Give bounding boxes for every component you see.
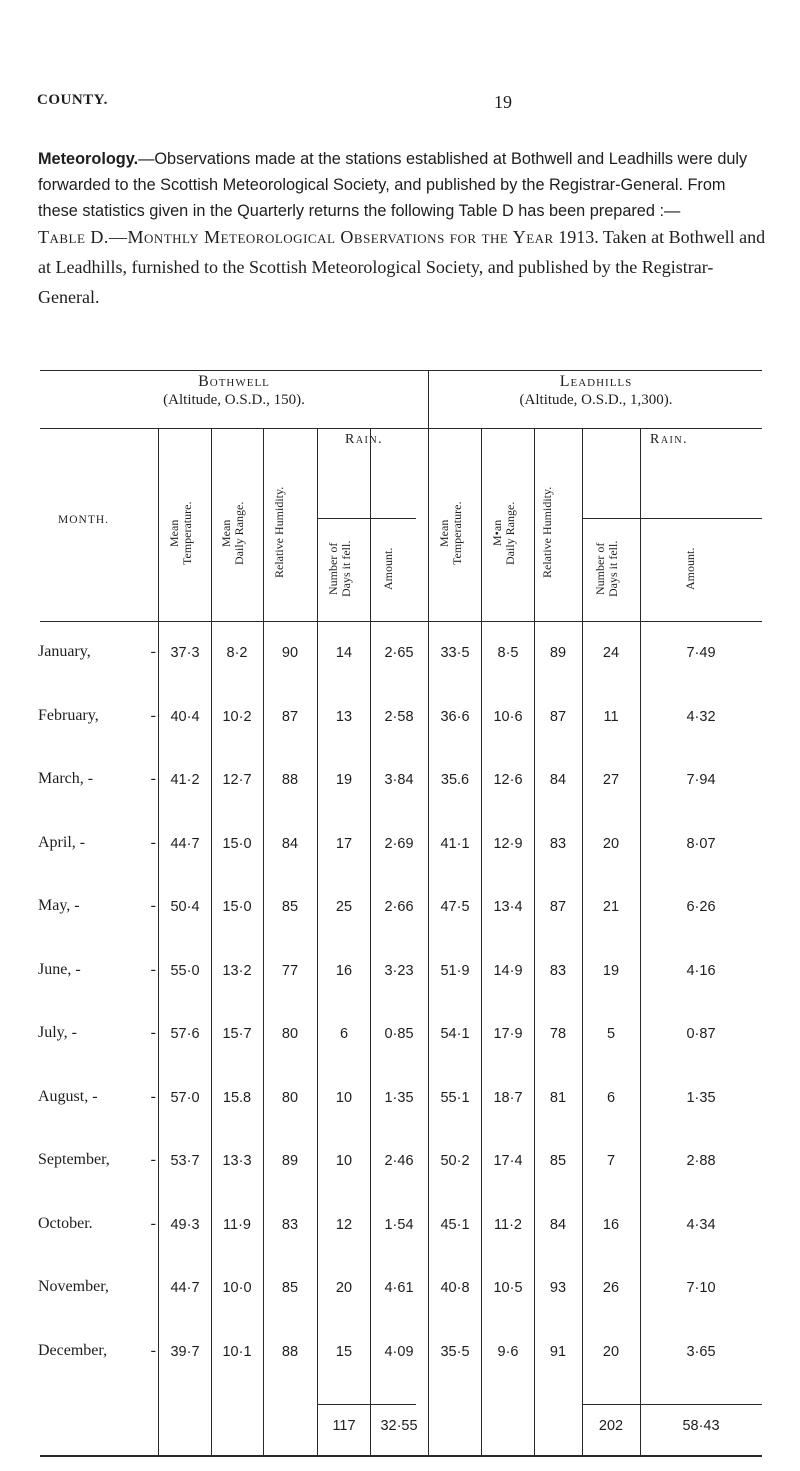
table-cell: 11 — [603, 709, 619, 725]
table-cell: 53·7 — [170, 1153, 200, 1169]
table-cell: 15·0 — [222, 836, 252, 852]
month-name: August, - — [38, 1088, 98, 1105]
column-rule-4 — [370, 428, 371, 1455]
table-cell: 84 — [549, 1217, 567, 1233]
leader-dash: - — [150, 897, 156, 914]
month-name: July, - — [38, 1024, 77, 1041]
column-header-7: Relative Humidity. — [540, 486, 554, 578]
table-cell: 35·5 — [440, 1344, 470, 1360]
table-cell: 10·1 — [222, 1344, 252, 1360]
table-cell: 54·1 — [440, 1026, 470, 1042]
table-cell: 84 — [549, 772, 567, 788]
month-label — [38, 770, 156, 788]
column-rule-7 — [534, 428, 535, 1455]
table-cell: 11·2 — [494, 1217, 522, 1233]
table-cell: 90 — [281, 645, 299, 661]
table-cell: 7 — [606, 1153, 616, 1169]
month-name: December, — [38, 1342, 108, 1359]
bothwell-rain-subrule — [317, 518, 416, 519]
table-cell: 33·5 — [440, 645, 470, 661]
table-cell: 10 — [335, 1090, 353, 1106]
table-cell: 13·2 — [222, 963, 252, 979]
column-rule-8 — [582, 428, 583, 1455]
table-cell: 91 — [549, 1344, 567, 1360]
table-cell: 89 — [281, 1153, 299, 1169]
table-cell: 10·2 — [222, 709, 252, 725]
column-rule-1 — [211, 428, 212, 1455]
table-cell: 88 — [281, 1344, 299, 1360]
table-cell: 17 — [335, 836, 353, 852]
leader-dash: - — [150, 834, 156, 851]
section-heading: Meteorology. — [38, 150, 139, 168]
table-cell: 2·65 — [384, 645, 414, 661]
station-name-bothwell: Bothwell — [198, 373, 270, 390]
leader-dash: - — [150, 1088, 156, 1105]
rain-header-leadhills: Rain. — [650, 432, 689, 447]
table-title: —Monthly Meteorological Observations for the Year — [108, 227, 554, 247]
table-caption-rest: 1913. Taken at Bothwell and at Leadhills, furnished to the Scottish Meteorological Society, and published by the Registrar-General. — [38, 227, 766, 307]
table-cell: 87 — [549, 709, 567, 725]
leader-dash: - — [150, 643, 156, 660]
table-bottom-rule — [40, 1455, 762, 1457]
table-cell: 13·4 — [493, 899, 523, 915]
table-cell: 10·0 — [222, 1280, 252, 1296]
table-cell: 25 — [335, 899, 353, 915]
table-cell: 84 — [281, 836, 299, 852]
table-cell: 80 — [281, 1090, 299, 1106]
table-cell: 89 — [549, 645, 567, 661]
month-name: January, — [38, 643, 91, 660]
table-cell: 83 — [281, 1217, 299, 1233]
intro-text: —Observations made at the stations established at Bothwell and Leadhills were duly forwarded to the Scottish Meteorological Society, and published by the Registrar-General. From these statistics given in the Quarterly returns the following Table D has been prepared :— — [38, 150, 748, 220]
table-cell: 21 — [602, 899, 620, 915]
month-label — [38, 707, 156, 725]
table-cell: 26 — [602, 1280, 620, 1296]
table-cell: 2·66 — [384, 899, 414, 915]
table-cell: 10·6 — [493, 709, 523, 725]
table-cell: 39·7 — [170, 1344, 200, 1360]
month-column-header: MONTH. — [58, 514, 110, 526]
table-cell: 6 — [606, 1090, 616, 1106]
table-cell: 7·10 — [686, 1280, 716, 1296]
leader-dash: - — [150, 1024, 156, 1041]
table-cell: 50·4 — [170, 899, 200, 915]
table-cell: 83 — [549, 836, 567, 852]
leader-dash: - — [150, 961, 156, 978]
table-cell: 10 — [335, 1153, 353, 1169]
month-label — [38, 1151, 156, 1169]
month-name: April, - — [38, 834, 86, 851]
table-cell: 13 — [335, 709, 353, 725]
station-header-bothwell — [40, 372, 428, 410]
column-rule-5 — [428, 428, 429, 1455]
column-rule-2 — [263, 428, 264, 1455]
intro-paragraph — [38, 146, 762, 224]
leader-dash: - — [150, 770, 156, 787]
table-cell: 19 — [602, 963, 620, 979]
table-cell: 12·9 — [493, 836, 523, 852]
table-cell: 4·34 — [686, 1217, 716, 1233]
month-name: June, - — [38, 961, 81, 978]
table-cell: 9·6 — [497, 1344, 519, 1360]
table-cell: 50·2 — [440, 1153, 470, 1169]
leader-dash: - — [150, 1215, 156, 1232]
table-cell: 37·3 — [170, 645, 200, 661]
table-cell: 14 — [335, 645, 353, 661]
table-cell: 47·5 — [440, 899, 470, 915]
month-label — [38, 961, 156, 979]
station-divider-rule — [428, 370, 429, 428]
month-label — [38, 834, 156, 852]
table-cell: 2·88 — [686, 1153, 716, 1169]
month-name: February, — [38, 707, 99, 724]
table-cell: 4·16 — [686, 963, 716, 979]
bothwell-total-rule — [317, 1404, 416, 1405]
table-cell: 87 — [281, 709, 299, 725]
table-cell: 24 — [602, 645, 620, 661]
leadhills-total-rule — [582, 1404, 762, 1405]
month-label — [38, 1215, 156, 1233]
table-label: Table D. — [38, 227, 109, 247]
table-cell: 17·4 — [493, 1153, 523, 1169]
table-cell: 27 — [602, 772, 620, 788]
station-altitude-bothwell: (Altitude, O.S.D., 150). — [163, 392, 305, 408]
column-header-1: Mean Daily Range. — [219, 501, 246, 565]
table-cell: 77 — [281, 963, 299, 979]
station-name-leadhills: Leadhills — [559, 373, 633, 390]
table-cell: 11·9 — [223, 1217, 251, 1233]
station-header-leadhills — [430, 372, 762, 410]
table-cell: 7·49 — [686, 645, 716, 661]
table-top-rule — [40, 370, 762, 371]
leader-dash: - — [150, 707, 156, 724]
table-cell: 93 — [549, 1280, 567, 1296]
table-cell: 83 — [549, 963, 567, 979]
total-days-bothwell: 117 — [332, 1418, 356, 1434]
table-cell: 1·35 — [384, 1090, 414, 1106]
table-cell: 3·65 — [686, 1344, 716, 1360]
month-name: October. — [38, 1215, 93, 1232]
column-header-6: M•an Daily Range. — [490, 501, 517, 565]
station-header-rule — [40, 428, 762, 429]
leadhills-rain-subrule — [582, 518, 762, 519]
table-cell: 8·5 — [497, 645, 519, 661]
column-header-2: Relative Humidity. — [272, 486, 286, 578]
table-cell: 1·54 — [384, 1217, 414, 1233]
table-cell: 17·9 — [493, 1026, 523, 1042]
column-rule-3 — [317, 428, 318, 1455]
page-number: 19 — [494, 92, 512, 112]
table-cell: 15·7 — [222, 1026, 252, 1042]
station-altitude-leadhills: (Altitude, O.S.D., 1,300). — [519, 392, 673, 408]
running-header: COUNTY. — [37, 92, 108, 108]
month-name: September, — [38, 1151, 110, 1168]
table-cell: 40·8 — [440, 1280, 470, 1296]
table-cell: 19 — [335, 772, 353, 788]
leader-dash: - — [150, 1151, 156, 1168]
month-label — [38, 643, 156, 661]
table-cell: 40·4 — [170, 709, 200, 725]
table-cell: 78 — [549, 1026, 567, 1042]
table-cell: 85 — [549, 1153, 567, 1169]
table-cell: 6 — [339, 1026, 349, 1042]
table-cell: 41·2 — [170, 772, 200, 788]
table-cell: 85 — [281, 899, 299, 915]
month-label — [38, 897, 156, 915]
table-cell: 12·7 — [222, 772, 252, 788]
table-cell: 35.6 — [440, 772, 470, 788]
column-header-rule — [40, 621, 762, 622]
table-cell: 2·46 — [384, 1153, 414, 1169]
month-label — [38, 1278, 156, 1296]
table-cell: 2·58 — [384, 709, 414, 725]
column-header-4: Amount. — [381, 547, 395, 591]
column-header-5: Mean Temperature. — [437, 501, 464, 565]
table-cell: 0·85 — [384, 1026, 414, 1042]
table-cell: 49·3 — [170, 1217, 200, 1233]
table-cell: 16 — [335, 963, 353, 979]
table-cell: 51·9 — [440, 963, 470, 979]
table-cell: 55·0 — [170, 963, 200, 979]
table-cell: 1·35 — [686, 1090, 716, 1106]
column-header-9: Amount. — [683, 547, 697, 591]
table-cell: 14·9 — [493, 963, 523, 979]
table-cell: 10·5 — [493, 1280, 523, 1296]
column-header-0: Mean Temperature. — [167, 501, 194, 565]
table-cell: 7·94 — [686, 772, 716, 788]
month-label — [38, 1088, 156, 1106]
table-cell: 16 — [602, 1217, 620, 1233]
table-cell: 3·23 — [384, 963, 414, 979]
column-header-3: Number of Days it fell. — [326, 540, 353, 598]
table-cell: 8·2 — [226, 645, 248, 661]
table-cell: 85 — [281, 1280, 299, 1296]
month-name: March, - — [38, 770, 94, 787]
column-rule-9 — [640, 428, 641, 1455]
column-header-8: Number of Days it fell. — [593, 540, 620, 598]
total-amount-bothwell: 32·55 — [380, 1418, 418, 1434]
table-cell: 36·6 — [440, 709, 470, 725]
table-cell: 5 — [606, 1026, 616, 1042]
table-caption — [38, 222, 768, 312]
table-cell: 6·26 — [686, 899, 716, 915]
table-cell: 20 — [602, 1344, 620, 1360]
table-cell: 15 — [335, 1344, 353, 1360]
table-cell: 2·69 — [384, 836, 414, 852]
table-cell: 44·7 — [170, 1280, 200, 1296]
table-cell: 88 — [281, 772, 299, 788]
table-cell: 20 — [335, 1280, 353, 1296]
month-name: November, — [38, 1278, 109, 1295]
table-cell: 15·0 — [222, 899, 252, 915]
table-cell: 87 — [549, 899, 567, 915]
month-label — [38, 1342, 156, 1360]
table-cell: 81 — [549, 1090, 567, 1106]
table-cell: 3·84 — [384, 772, 414, 788]
table-cell: 44·7 — [170, 836, 200, 852]
rain-header-bothwell: Rain. — [345, 432, 384, 447]
table-cell: 12 — [335, 1217, 353, 1233]
table-cell: 15.8 — [222, 1090, 252, 1106]
table-cell: 12·6 — [493, 772, 523, 788]
column-rule-0 — [158, 428, 159, 1455]
table-cell: 0·87 — [686, 1026, 716, 1042]
table-cell: 41·1 — [440, 836, 470, 852]
table-cell: 18·7 — [493, 1090, 523, 1106]
total-amount-leadhills: 58·43 — [682, 1418, 720, 1434]
table-cell: 57·6 — [170, 1026, 200, 1042]
table-cell: 4·61 — [384, 1280, 414, 1296]
table-cell: 45·1 — [440, 1217, 470, 1233]
leader-dash: - — [150, 1342, 156, 1359]
table-cell: 8·07 — [686, 836, 716, 852]
table-cell: 20 — [602, 836, 620, 852]
month-name: May, - — [38, 897, 80, 914]
table-cell: 4·32 — [686, 709, 716, 725]
month-label — [38, 1024, 156, 1042]
table-cell: 80 — [281, 1026, 299, 1042]
total-days-leadhills: 202 — [598, 1418, 624, 1434]
table-cell: 4·09 — [384, 1344, 414, 1360]
table-cell: 55·1 — [440, 1090, 470, 1106]
table-cell: 13·3 — [222, 1153, 252, 1169]
column-rule-6 — [481, 428, 482, 1455]
table-cell: 57·0 — [170, 1090, 200, 1106]
